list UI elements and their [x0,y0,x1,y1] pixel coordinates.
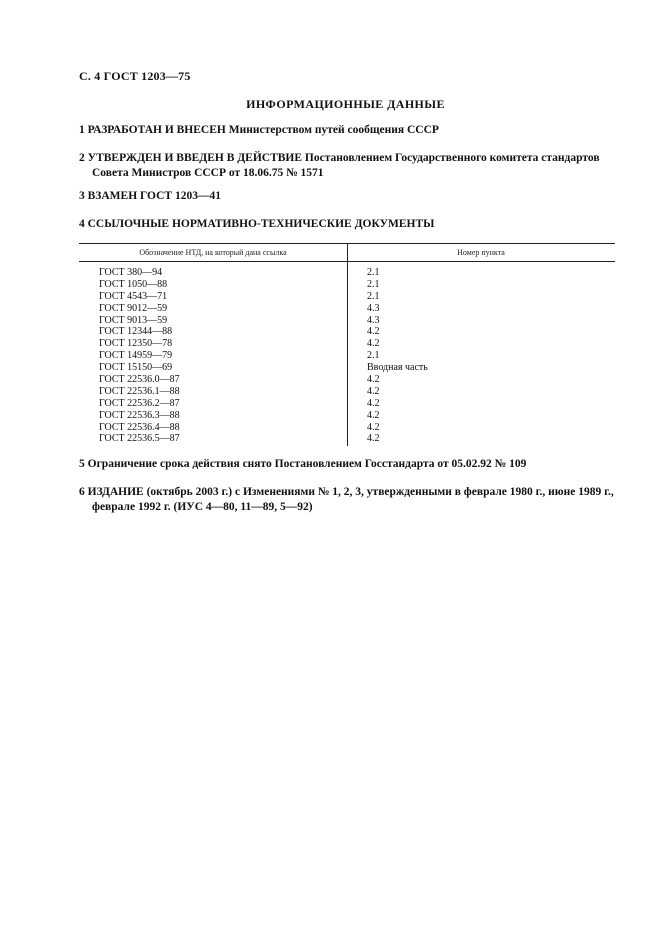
cell-clause: 2.1 [367,278,380,290]
item-4 [79,217,619,232]
cell-document: ГОСТ 22536.0—87 [99,374,180,386]
cell-document: ГОСТ 9013—59 [99,314,168,326]
item-continuation: Совета Министров СССР от 18.06.75 № 1571 [92,167,324,179]
cell-clause: 4.2 [367,326,380,338]
cell-document: ГОСТ 22536.3—88 [99,409,180,421]
item-heading: РАЗРАБОТАН И ВНЕСЕН [87,124,226,136]
table-row [79,315,615,327]
cell-clause: 4.2 [367,385,380,397]
cell-document: ГОСТ 9012—59 [99,302,168,314]
table-row [79,303,615,315]
cell-clause: 4.2 [367,338,380,350]
cell-clause: 2.1 [367,350,380,362]
table-row [79,422,615,434]
item-number: 5 [79,458,85,470]
item-heading: ССЫЛОЧНЫЕ НОРМАТИВНО-ТЕХНИЧЕСКИЕ ДОКУМЕНТЫ [87,218,435,230]
cell-clause: 4.2 [367,374,380,386]
cell-clause: 4.2 [367,433,380,445]
cell-document: ГОСТ 15150—69 [99,362,173,374]
cell-document: ГОСТ 22536.1—88 [99,385,180,397]
cell-document: ГОСТ 380—94 [99,267,163,278]
item-body: Ограничение срока действия снято Постановлением Госстандарта от 05.02.92 № 109 [87,458,527,470]
table-body [79,262,615,445]
item-number: 1 [79,124,85,136]
item-6 [79,485,619,515]
cell-document: ГОСТ 14959—79 [99,350,173,362]
item-heading: ВЗАМЕН ГОСТ 1203—41 [87,190,221,202]
column-header-document: Обозначение НТД, на который дана ссылка [139,248,287,257]
item-heading: ИЗДАНИЕ [87,486,144,498]
table-row [79,410,615,422]
item-1 [79,123,619,138]
cell-clause: 2.1 [367,290,380,302]
table-row [79,362,615,374]
item-number: 3 [79,190,85,202]
item-number: 4 [79,218,85,230]
cell-clause: 4.2 [367,409,380,421]
page-header: С. 4 ГОСТ 1203—75 [79,69,191,83]
item-body: (октябрь 2003 г.) с Изменениями № 1, 2, 3, утвержденными в феврале 1980 г., июне 1989 г., [146,486,614,498]
cell-clause: 2.1 [367,267,380,278]
cell-clause: 4.3 [367,302,380,314]
table-row [79,326,615,338]
table-row [79,433,615,445]
table-row [79,374,615,386]
cell-document: ГОСТ 22536.4—88 [99,421,180,433]
cell-document: ГОСТ 1050—88 [99,278,168,290]
cell-document: ГОСТ 4543—71 [99,290,168,302]
cell-clause: Вводная часть [367,362,428,374]
table-row [79,338,615,350]
table-row [79,279,615,291]
cell-document: ГОСТ 12344—88 [99,326,173,338]
item-number: 2 [79,152,85,164]
item-5 [79,457,619,472]
item-3 [79,189,619,204]
cell-clause: 4.2 [367,421,380,433]
cell-document: ГОСТ 22536.5—87 [99,433,180,445]
table-row [79,291,615,303]
item-2 [79,151,619,181]
reference-table [79,243,615,445]
table-row [79,398,615,410]
cell-clause: 4.3 [367,314,380,326]
table-row [79,267,615,279]
column-header-clause: Номер пункта [457,248,505,257]
cell-document: ГОСТ 12350—78 [99,338,173,350]
table-row [79,350,615,362]
item-number: 6 [79,486,85,498]
item-body: Постановлением Государственного комитета стандартов [304,152,600,164]
section-title: ИНФОРМАЦИОННЫЕ ДАННЫЕ [246,97,445,111]
table-row [79,386,615,398]
item-continuation: феврале 1992 г. (ИУС 4—80, 11—89, 5—92) [92,501,313,513]
item-heading: УТВЕРЖДЕН И ВВЕДЕН В ДЕЙСТВИЕ [87,152,303,164]
cell-document: ГОСТ 22536.2—87 [99,397,180,409]
cell-clause: 4.2 [367,397,380,409]
item-body: Министерством путей сообщения СССР [228,124,439,136]
